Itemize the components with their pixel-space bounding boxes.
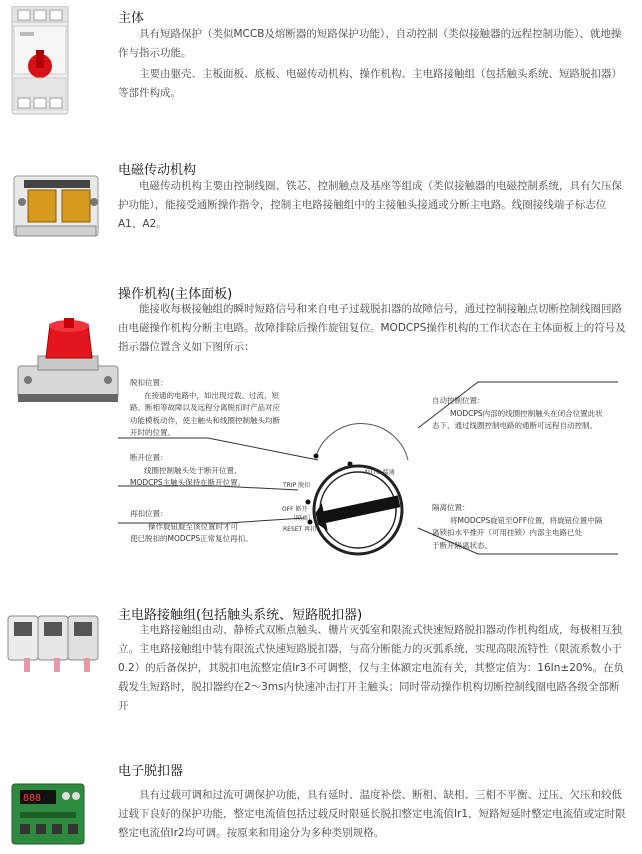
section-title-operating-mechanism: 操作机构(主体面板) — [118, 287, 233, 302]
paragraph: 主要由躯壳、主板面板、底板、电磁传动机构、操作机构、主电路接触组（包括触头系统、短路脱扣器）等部件构成。 — [118, 68, 622, 99]
desc-isolate: 隔离位置： 将MODCPS旋钮至OFF位置，将旋钮位置中隔 离锁扣水平推开（可用挂锁）内部主电路已处 于断开隔离状态。 — [432, 503, 603, 550]
electromagnetic-mechanism-photo — [8, 172, 104, 244]
electronic-trip-unit-photo — [10, 782, 90, 848]
label-trip: TRIP 脱扣 — [283, 482, 311, 489]
section-title-main-circuit-contact: 主电路接触组(包括触头系统、短路脱扣器) — [118, 608, 363, 623]
label-isolate: （隔离） — [290, 515, 315, 522]
label-reset: RESET 再扣 — [283, 526, 317, 533]
section-title-main-body: 主体 — [118, 11, 145, 26]
paragraph: 电磁传动机构主要由控制线圈、铁芯、控制触点及基座等组成（类似接触器的电磁控制系统，具有欠压保护功能），能接受通断操作指令，控制主电路接触组中的主接触头接通或分断主电路。线圈接线端子标志位A1、A2。 — [118, 180, 622, 230]
operating-mechanism-photo — [12, 316, 124, 408]
desc-trip: 脱扣位置： 在接通的电路中，如出现过载、过流、短 路、断相等故障以及远程分离脱扣时产品对应 功能模板动作，使主触头和线圈控制触头均断 开时的位置。 — [130, 378, 280, 437]
paragraph: 主电路接触组由动、静桥式双断点触头、栅片灭弧室和限流式快速短路脱扣器动作机构组成，每极相互独立。主电路接触组中装有限流式快速短路脱扣器，与高分断能力的灭弧系统，实现高限流特性（限流系数小于0.2）的后备保护，其脱扣电流整定值Ir3不可调整，仅与主体额定电流有关，其整定值为：16In±20%。在负载发生短路时，脱扣器约在2～3ms内快速冲击打开主触头；同时带动操作机构切断控制线圈电路各级全部断开 — [118, 624, 625, 712]
svg-text:888: 888 — [23, 793, 42, 804]
desc-reset: 再扣位置： 操作旋钮旋至该位置时才可 使已脱扣的MODCPS正常复位再扣。 — [130, 509, 253, 543]
desc-off: 断开位置： 线圈控制触头处于断开位置, MODCPS主触头保持在断开位置。 — [130, 453, 246, 487]
paragraph: 具有短路保护（类似MCCB及熔断器的短路保护功能）、自动控制（类似接触器的远程控制功能）、就地操作与指示功能。 — [118, 28, 622, 59]
section-title-electronic-trip-unit: 电子脱扣器 — [118, 764, 184, 779]
main-circuit-contact-photo — [4, 612, 114, 674]
section-title-electromagnetic-mechanism: 电磁传动机构 — [118, 163, 197, 178]
label-off: OFF 断开 — [282, 506, 308, 513]
label-auto: AUTO 接通 — [364, 469, 395, 476]
main-body-photo — [10, 6, 72, 116]
paragraph: 能接收每极接触组的瞬时短路信号和来自电子过载脱扣器的故障信号，通过控制接触点切断控制线圈回路由电磁操作机构分断主电路。故障排除后操作旋钮复位。MODCPS操作机构的工作状态在主体面板上的符号及指示器位置含义如下图所示： — [118, 303, 626, 353]
desc-auto: 自动控制位置： MODCPS内部的线圈控制触头在闭合位置此状 态下，通过线圈控制电路的通断可远程自动控制。 — [432, 396, 603, 430]
paragraph: 具有过载可调和过流可调保护功能，具有延时、温度补偿、断相、缺相、三相不平衡、过压、欠压和较低过载下良好的保护功能，整定电流值包括过载反时限延长脱扣整定电流值Ir1，短路短延时整定电流值或定时限整定电流值Ir2均可调。按原来和用途分为多种类别规格。 — [118, 789, 626, 839]
